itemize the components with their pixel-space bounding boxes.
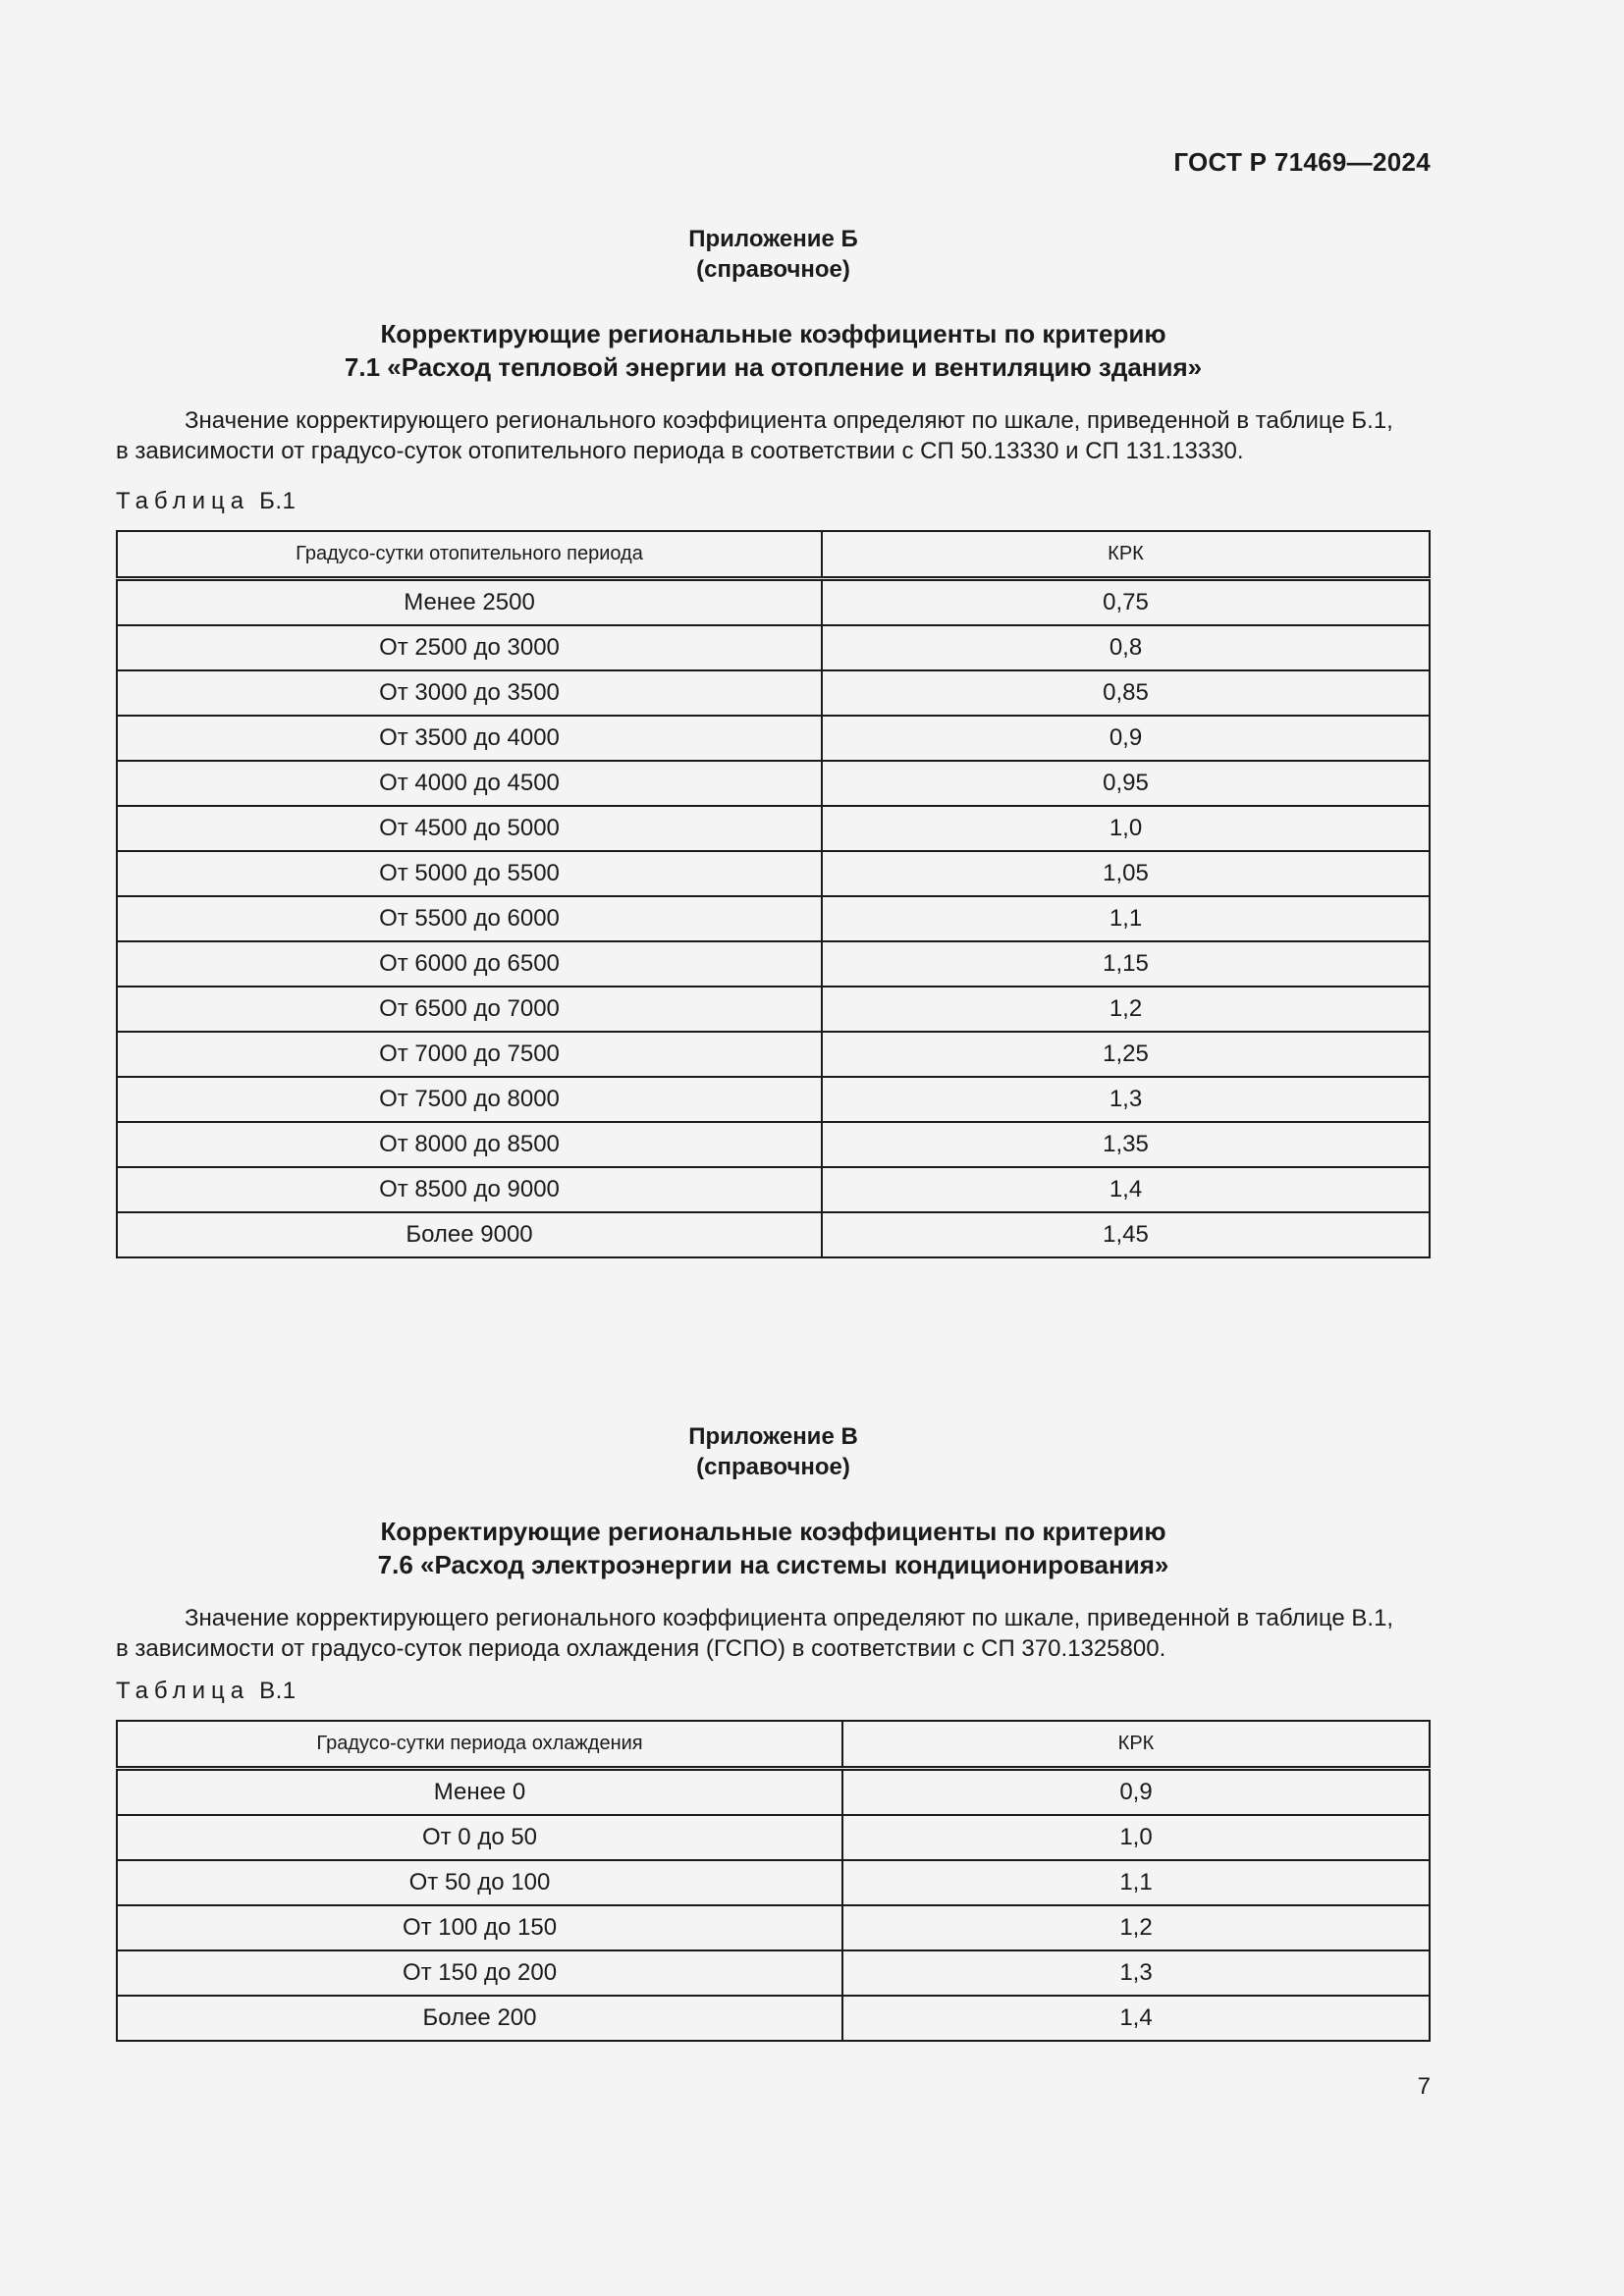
appendix-v-title [0, 1515, 1546, 1581]
range-cell: Более 9000 [117, 1212, 822, 1257]
range-cell: От 2500 до 3000 [117, 625, 822, 670]
table-row [117, 896, 1430, 941]
coefficient-cell: 1,15 [822, 941, 1430, 987]
table-b1 [116, 530, 1431, 1258]
table-v1-body [117, 1769, 1430, 2042]
range-cell: От 50 до 100 [117, 1860, 842, 1905]
page-number: 7 [1417, 2073, 1431, 2100]
table-header-row [117, 1721, 1430, 1769]
table-b1-caption-word: Таблица [116, 488, 250, 514]
table-row [117, 670, 1430, 716]
appendix-b-heading [0, 224, 1546, 285]
document-code: ГОСТ Р 71469—2024 [1173, 147, 1431, 177]
range-cell: Более 200 [117, 1996, 842, 2041]
appendix-b-title-line1: Корректирующие региональные коэффициенты по критерию [380, 319, 1166, 348]
range-cell: От 8000 до 8500 [117, 1122, 822, 1167]
table-row [117, 1167, 1430, 1212]
coefficient-cell: 1,0 [842, 1815, 1430, 1860]
appendix-b-paragraph-line2: в зависимости от градусо-суток отопительного периода в соответствии с СП 50.13330 и СП 131.13330. [116, 438, 1244, 464]
appendix-b-title-line2: 7.1 «Расход тепловой энергии на отопление и вентиляцию здания» [344, 352, 1203, 382]
range-cell: От 0 до 50 [117, 1815, 842, 1860]
coefficient-cell: 1,05 [822, 851, 1430, 896]
table-v1-caption [116, 1678, 297, 1705]
table-row [117, 851, 1430, 896]
table-row [117, 1950, 1430, 1996]
range-cell: От 150 до 200 [117, 1950, 842, 1996]
appendix-b-label: Приложение Б [688, 226, 858, 252]
table-v1 [116, 1720, 1431, 2042]
coefficient-cell: 0,85 [822, 670, 1430, 716]
coefficient-cell: 1,3 [822, 1077, 1430, 1122]
coefficient-cell: 1,35 [822, 1122, 1430, 1167]
table-b1-caption-number: Б.1 [259, 488, 297, 514]
appendix-b-status: (справочное) [696, 256, 850, 283]
coefficient-cell: 1,2 [822, 987, 1430, 1032]
appendix-v-paragraph-line1: Значение корректирующего регионального коэффициента определяют по шкале, приведенной в таблице В.1, [185, 1605, 1394, 1631]
appendix-b-paragraph-line1: Значение корректирующего регионального коэффициента определяют по шкале, приведенной в таблице Б.1, [185, 407, 1393, 434]
coefficient-cell: 1,25 [822, 1032, 1430, 1077]
table-row [117, 716, 1430, 761]
appendix-v-heading [0, 1421, 1546, 1482]
appendix-v-status: (справочное) [696, 1454, 850, 1480]
table-row [117, 579, 1430, 626]
appendix-v-paragraph-line2: в зависимости от градусо-суток периода охлаждения (ГСПО) в соответствии с СП 370.1325800. [116, 1635, 1166, 1662]
range-cell: От 4000 до 4500 [117, 761, 822, 806]
appendix-b-paragraph [116, 405, 1432, 466]
column-header-krk: КРК [822, 531, 1430, 579]
appendix-v-paragraph [116, 1603, 1432, 1664]
appendix-v-label: Приложение В [688, 1423, 858, 1450]
coefficient-cell: 0,9 [842, 1769, 1430, 1816]
range-cell: Менее 0 [117, 1769, 842, 1816]
coefficient-cell: 0,9 [822, 716, 1430, 761]
table-v1-caption-word: Таблица [116, 1678, 250, 1704]
coefficient-cell: 0,95 [822, 761, 1430, 806]
range-cell: От 6000 до 6500 [117, 941, 822, 987]
range-cell: От 3000 до 3500 [117, 670, 822, 716]
coefficient-cell: 1,4 [842, 1996, 1430, 2041]
table-row [117, 941, 1430, 987]
table-row [117, 987, 1430, 1032]
table-b1-body [117, 579, 1430, 1258]
appendix-b-title [0, 317, 1546, 384]
range-cell: От 5500 до 6000 [117, 896, 822, 941]
table-b1-caption [116, 488, 296, 515]
range-cell: От 8500 до 9000 [117, 1167, 822, 1212]
table-header-row [117, 531, 1430, 579]
coefficient-cell: 1,2 [842, 1905, 1430, 1950]
range-cell: От 6500 до 7000 [117, 987, 822, 1032]
coefficient-cell: 1,1 [822, 896, 1430, 941]
coefficient-cell: 0,8 [822, 625, 1430, 670]
table-row [117, 1860, 1430, 1905]
table-row [117, 1905, 1430, 1950]
range-cell: От 100 до 150 [117, 1905, 842, 1950]
table-row [117, 1077, 1430, 1122]
column-header-cooling-degree-days: Градусо-сутки периода охлаждения [117, 1721, 842, 1769]
table-row [117, 1815, 1430, 1860]
coefficient-cell: 1,1 [842, 1860, 1430, 1905]
range-cell: От 7000 до 7500 [117, 1032, 822, 1077]
table-row [117, 1122, 1430, 1167]
range-cell: От 7500 до 8000 [117, 1077, 822, 1122]
appendix-v-title-line1: Корректирующие региональные коэффициенты по критерию [380, 1517, 1166, 1546]
range-cell: Менее 2500 [117, 579, 822, 626]
range-cell: От 3500 до 4000 [117, 716, 822, 761]
coefficient-cell: 0,75 [822, 579, 1430, 626]
table-row [117, 1212, 1430, 1257]
table-v1-caption-number: В.1 [259, 1678, 297, 1704]
coefficient-cell: 1,45 [822, 1212, 1430, 1257]
range-cell: От 5000 до 5500 [117, 851, 822, 896]
coefficient-cell: 1,3 [842, 1950, 1430, 1996]
column-header-krk: КРК [842, 1721, 1430, 1769]
appendix-v-title-line2: 7.6 «Расход электроэнергии на системы кондиционирования» [377, 1550, 1169, 1579]
column-header-degree-days: Градусо-сутки отопительного периода [117, 531, 822, 579]
coefficient-cell: 1,4 [822, 1167, 1430, 1212]
coefficient-cell: 1,0 [822, 806, 1430, 851]
range-cell: От 4500 до 5000 [117, 806, 822, 851]
table-row [117, 1996, 1430, 2041]
table-row [117, 806, 1430, 851]
table-row [117, 1769, 1430, 1816]
table-row [117, 625, 1430, 670]
table-row [117, 761, 1430, 806]
table-row [117, 1032, 1430, 1077]
